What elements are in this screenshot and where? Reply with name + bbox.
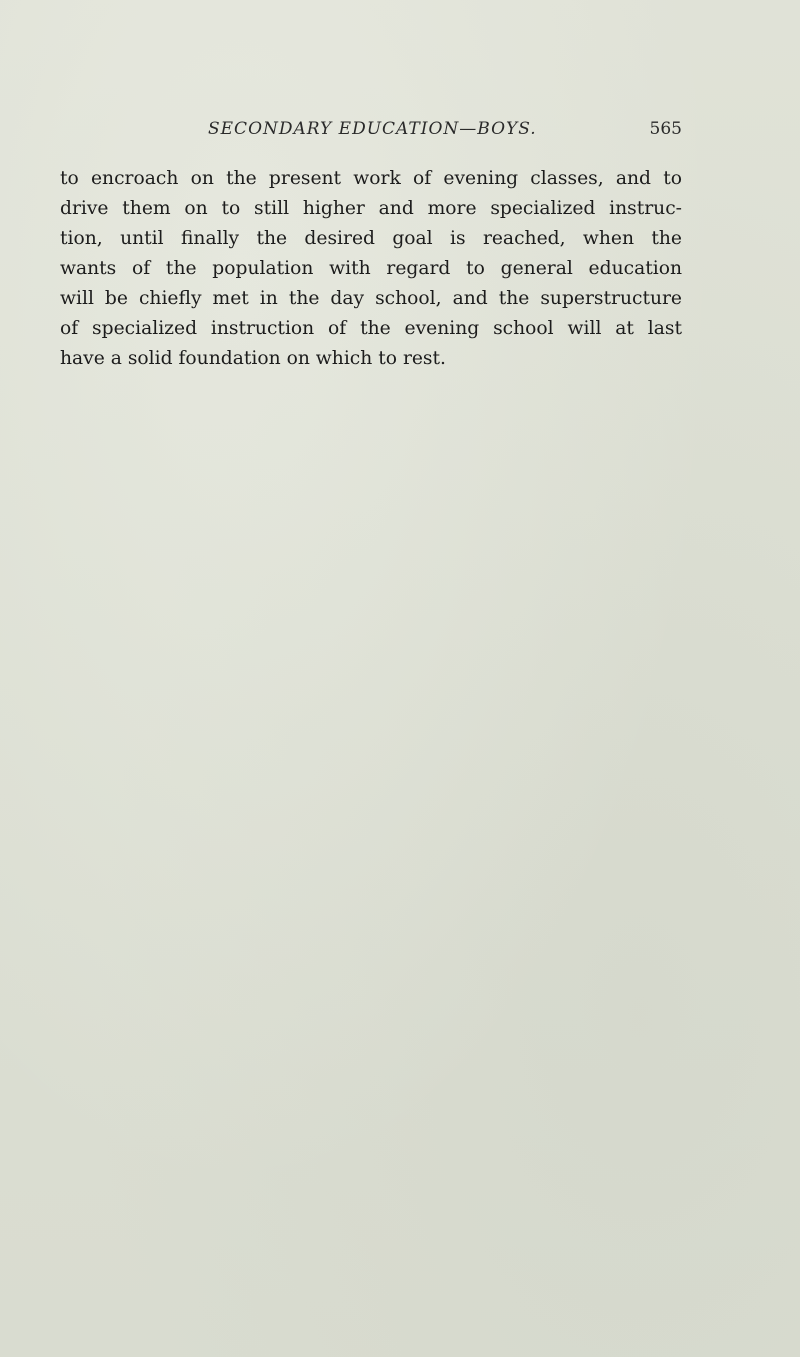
page-number: 565	[649, 119, 682, 139]
text-line: of specialized instruction of the evening school will at last	[60, 318, 682, 339]
text-line: drive them on to still higher and more specialized instruc-	[60, 198, 682, 219]
text-line-last: have a solid foundation on which to rest.	[60, 348, 446, 369]
body-paragraph	[60, 164, 682, 374]
text-line: wants of the population with regard to general education	[60, 258, 682, 279]
running-head	[60, 119, 682, 143]
running-title: SECONDARY EDUCATION—BOYS.	[208, 119, 537, 139]
text-line: tion, until finally the desired goal is reached, when the	[60, 228, 682, 249]
text-line: to encroach on the present work of evening classes, and to	[60, 168, 682, 189]
text-line: will be chiefly met in the day school, and the superstructure	[60, 288, 682, 309]
